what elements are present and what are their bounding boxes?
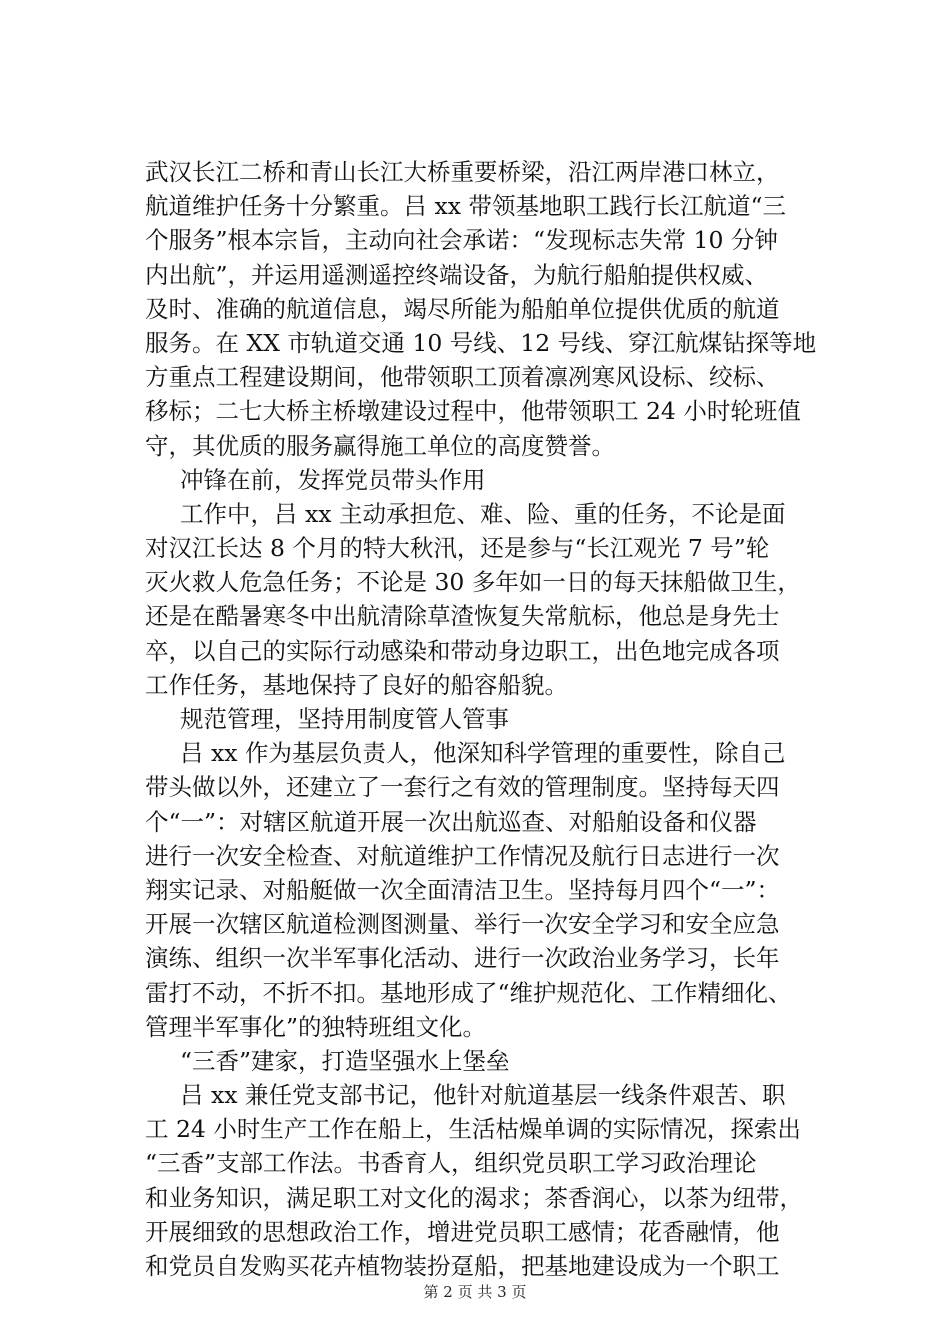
text-line: 内出航”，并运用遥测遥控终端设备，为航行船舶提供权威、 <box>145 260 769 289</box>
text-line: “三香”支部工作法。书香育人，组织党员职工学习政治理论 <box>145 1149 757 1178</box>
text-line: 卒，以自己的实际行动感染和带动身边职工，出色地完成各项 <box>145 636 780 665</box>
text-line: 航道维护任务十分繁重。吕 xx 带领基地职工践行长江航道“三 <box>145 192 786 221</box>
text-line: 雷打不动，不折不扣。基地形成了“维护规范化、工作精细化、 <box>145 978 792 1007</box>
text-line: 个服务”根本宗旨，主动向社会承诺：“发现标志失常 10 分钟 <box>145 226 778 255</box>
text-line: 管理半军事化”的独特班组文化。 <box>145 1012 487 1041</box>
text-line: 工 24 小时生产工作在船上，生活枯燥单调的实际情况，探索出 <box>145 1115 801 1144</box>
text-line: 演练、组织一次半军事化活动、进行一次政治业务学习，长年 <box>145 944 780 973</box>
text-line: 开展一次辖区航道检测图测量、举行一次安全学习和安全应急 <box>145 910 780 939</box>
text-line: 服务。在 XX 市轨道交通 10 号线、12 号线、穿江航煤钻探等地 <box>145 328 817 357</box>
paragraph-start-line: 吕 xx 兼任党支部书记，他针对航道基层一线条件艰苦、职 <box>180 1081 786 1110</box>
text-line: 进行一次安全检查、对航道维护工作情况及航行日志进行一次 <box>145 841 780 870</box>
text-line: 个“一”：对辖区航道开展一次出航巡查、对船舶设备和仪器 <box>145 807 757 836</box>
text-line: 对汉江长达 8 个月的特大秋汛，还是参与“长江观光 7 号”轮 <box>145 534 770 563</box>
paragraph-start-line: 吕 xx 作为基层负责人，他深知科学管理的重要性，除自己 <box>180 739 786 768</box>
text-line: 方重点工程建设期间，他带领职工顶着凛冽寒风设标、绞标、 <box>145 363 780 392</box>
text-line: 武汉长江二桥和青山长江大桥重要桥梁，沿江两岸港口林立， <box>145 158 780 186</box>
document-body <box>145 155 835 1283</box>
text-line: 工作任务，基地保持了良好的船容船貌。 <box>145 670 568 699</box>
paragraph-start-line: 规范管理，坚持用制度管人管事 <box>180 705 509 733</box>
text-line: 和党员自发购买花卉植物装扮趸船，把基地建设成为一个职工 <box>145 1252 780 1280</box>
text-line: 移标；二七大桥主桥墩建设过程中，他带领职工 24 小时轮班值 <box>145 397 801 426</box>
text-line: 及时、准确的航道信息，竭尽所能为船舶单位提供优质的航道 <box>145 294 780 323</box>
text-line: 和业务知识，满足职工对文化的渴求；茶香润心，以茶为纽带， <box>145 1183 803 1212</box>
paragraph-start-line: 工作中，吕 xx 主动承担危、难、险、重的任务，不论是面 <box>180 499 786 528</box>
text-line: 还是在酷暑寒冬中出航清除草渣恢复失常航标，他总是身先士 <box>145 602 780 631</box>
text-line: 翔实记录、对船艇做一次全面清洁卫生。坚持每月四个“一”： <box>145 875 781 904</box>
text-line: 灭火救人危急任务；不论是 30 多年如一日的每天抹船做卫生， <box>145 568 801 597</box>
page-footer: 第 2 页 共 3 页 <box>423 1283 527 1301</box>
paragraph-start-line: 冲锋在前，发挥党员带头作用 <box>180 465 486 494</box>
text-line: 守，其优质的服务赢得施工单位的高度赞誉。 <box>145 431 615 460</box>
text-line: 带头做以外，还建立了一套行之有效的管理制度。坚持每天四 <box>145 773 780 802</box>
paragraph-start-line: “三香”建家，打造坚强水上堡垒 <box>180 1046 510 1075</box>
text-line: 开展细致的思想政治工作，增进党员职工感情；花香融情，他 <box>145 1217 780 1246</box>
